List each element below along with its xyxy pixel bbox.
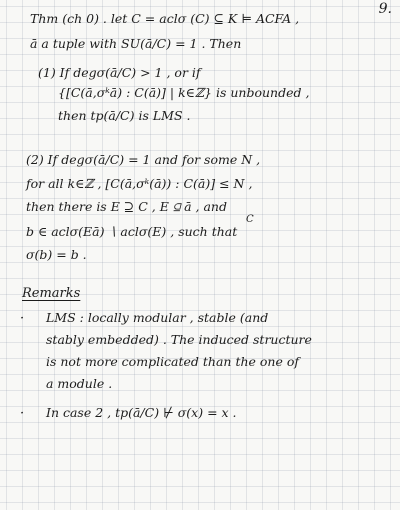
theorem-line: then there is E ⊇ C , E ⫑ ā , and — [26, 199, 227, 214]
theorem-line: Thm (ch 0) . let C = aclσ (C) ⊆ K ⊨ ACFA , — [30, 11, 300, 26]
theorem-line: {[C(ā,σᵏā) : C(ā)] | k∈ℤ} is unbounded , — [58, 85, 310, 100]
remark-line: LMS : locally modular , stable (and — [46, 310, 269, 325]
theorem-line: σ(b) = b . — [26, 247, 87, 262]
independence-subscript: C — [246, 214, 254, 225]
theorem-line: (2) If degσ(ā/C) = 1 and for some N , — [26, 152, 261, 167]
remarks-heading: Remarks — [22, 286, 81, 301]
theorem-line: (1) If degσ(ā/C) > 1 , or if — [38, 65, 201, 80]
theorem-line: ā a tuple with SU(ā/C) = 1 . Then — [30, 36, 242, 51]
remark-line: is not more complicated than the one of — [46, 354, 300, 369]
page-number: 9. — [378, 1, 392, 17]
theorem-line: for all k∈ℤ , [C(ā,σᵏ(ā)) : C(ā)] ≤ N , — [26, 176, 253, 191]
remark-line: stably embedded) . The induced structure — [46, 332, 312, 347]
bullet-point: · — [20, 406, 25, 421]
theorem-line: then tp(ā/C) is LMS . — [58, 108, 191, 123]
remark-line: a module . — [46, 376, 113, 391]
bullet-point: · — [20, 311, 25, 326]
theorem-line: b ∈ aclσ(Eā) ∖ aclσ(E) , such that — [26, 224, 238, 239]
remark-line: In case 2 , tp(ā/C) ⊬ σ(x) = x . — [46, 405, 237, 420]
